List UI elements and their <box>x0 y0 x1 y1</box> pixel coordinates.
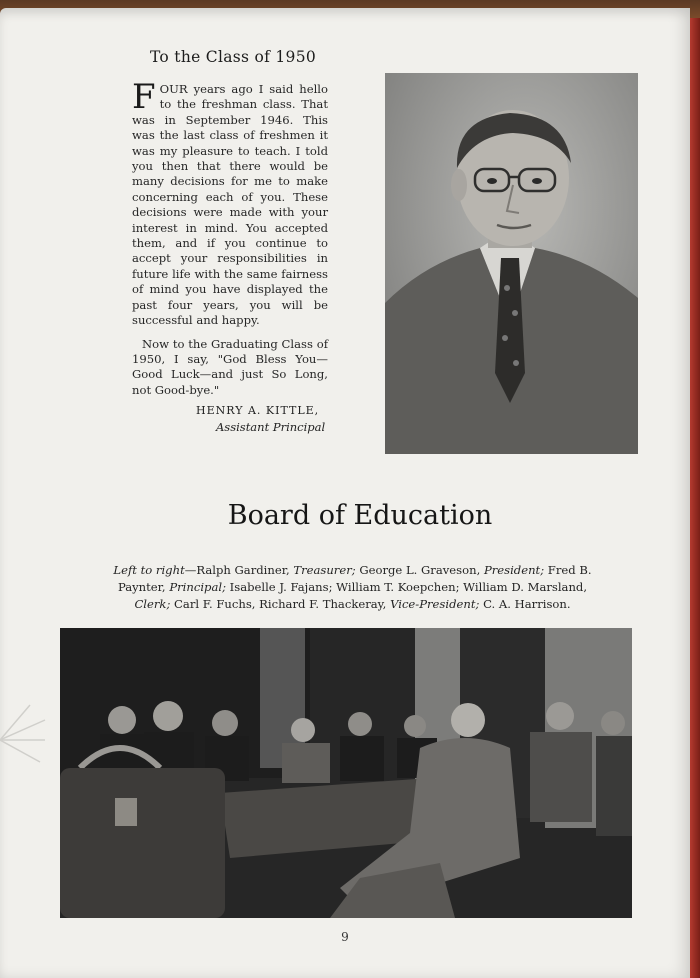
member-role: Clerk; <box>134 597 171 611</box>
portrait-photo <box>385 73 638 454</box>
letter-paragraph-1-text: OUR years ago I said hello to the freshman class. That was in September 1946. This was the last class of freshmen it was my pleasure to teach. I told you then that there would be many decisions for me to make concerning each of you. These decisions were made with your interest in mind. You accepted them, and if you continue to accept your responsibilities in future life with the same fairness of mind you have displayed the past four years, you will be successful and happy. <box>132 82 328 328</box>
board-group-photo <box>60 628 632 918</box>
letter-paragraph-1 <box>132 77 328 329</box>
red-book-cover-edge <box>690 18 700 978</box>
letter-title: To the Class of 1950 <box>150 48 317 66</box>
member-role: Principal; <box>169 580 226 594</box>
member-name: George L. Graveson, <box>355 563 484 577</box>
signature-name: HENRY A. KITTLE, <box>196 404 320 417</box>
member-role: Treasurer; <box>293 563 356 577</box>
page-number: 9 <box>341 930 349 944</box>
signature-title: Assistant Principal <box>216 420 326 434</box>
member-role: President; <box>483 563 545 577</box>
board-caption: Left to right—Ralph Gardiner, Treasurer; George L. Graveson, President; Fred B. Paynter, Principal; Isabelle J. Fajans; William T. Koepchen; William D. Marsland, Clerk; Carl F. Fuchs, Richard F. Thackeray, Vice-President; C. A. Harrison. <box>113 563 592 611</box>
member-name: Carl F. Fuchs, Richard F. Thackeray, <box>170 597 391 611</box>
caption-lead: Left to right <box>113 563 185 577</box>
drop-cap: F <box>132 77 156 117</box>
board-heading: Board of Education <box>227 500 493 531</box>
letter-paragraph-2: Now to the Graduating Class of 1950, I say, "God Bless You—Good Luck—and just So Long, not Good-bye." <box>132 336 328 397</box>
member-name: Ralph Gardiner, <box>196 563 294 577</box>
member-name: Isabelle J. Fajans; William T. Koepchen; William D. Marsland, <box>225 580 588 594</box>
decorative-starburst <box>0 700 50 780</box>
member-name: Fred B. Paynter, <box>117 563 592 594</box>
member-role: Vice-President; <box>390 597 480 611</box>
member-name: C. A. Harrison. <box>479 597 571 611</box>
letter-body <box>132 77 328 398</box>
